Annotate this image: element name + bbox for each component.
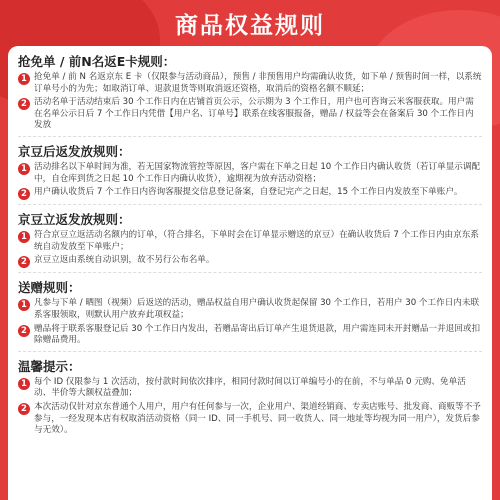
rule-text: 抢免单 / 前 N 名返京东 E 卡（仅限参与活动商品），预售 / 非预售用户均需确认收货，如下单 / 预售时间一样，以系统订单号小的为先；如取消订单、退款退货等则取消返还资格，取消后的资格名额不顺延； (34, 72, 482, 94)
rule-item (18, 402, 482, 437)
number-badge: 1 (18, 73, 30, 85)
rule-text: 赠品将于联系客服登记后 30 个工作日内发出，若赠品寄出后订单产生退货退款，用户需连同未开封赠品一并退回或扣除赠品费用。 (34, 323, 481, 346)
number-badge: 1 (18, 299, 30, 311)
rule-item (18, 187, 482, 200)
rule-item (18, 255, 482, 268)
rule-item (18, 298, 482, 321)
section-heading: 京豆立返发放规则： (18, 212, 131, 228)
rule-text: 用户确认收货后 7 个工作日内咨询客服提交信息登记备案，自登记完产之日起，15 个工作日内发放至下单账户。 (34, 187, 463, 198)
section-gift (8, 280, 492, 351)
rule-text: 京豆立返由系统自动识别，故不另行公布名单。 (34, 255, 215, 266)
number-badge: 2 (18, 325, 30, 337)
section-heading: 抢免单 / 前N名返E卡规则： (18, 54, 176, 69)
divider (18, 351, 482, 352)
rule-item (18, 377, 482, 400)
number-badge: 2 (18, 403, 30, 415)
title-bar (0, 0, 500, 46)
rule-item (18, 97, 482, 132)
section-jingdou-back (8, 144, 492, 205)
rule-text: 活动排名以下单时间为准，若无国家物流管控等原因，客户需在下单之日起 10 个工作日内确认收货（若订单显示调配中，自仓库到货之日起 10 个工作日内确认收货），逾期视为放弃活动资格； (34, 161, 481, 184)
section-heading: 京豆后返发放规则： (18, 143, 131, 159)
number-badge: 1 (18, 378, 30, 390)
rule-text: 符合京豆立返活动名额内的订单，（符合排名，下单时会在订单显示赠送的京豆）在确认收货后 7 个工作日内由京东系统自动发放至下单账户； (34, 230, 479, 252)
number-badge: 2 (18, 256, 30, 268)
section-heading: 温馨提示： (18, 358, 81, 374)
rule-item (18, 324, 482, 347)
rules-card (8, 46, 492, 500)
divider (18, 204, 482, 205)
number-badge: 2 (18, 188, 30, 200)
rule-text: 凡参与下单 / 晒图（视频）后返送的活动，赠品权益自用户确认收货起保留 30 个工作日，若用户 30 个工作日内未联系客服领取，则默认用户放弃此项权益； (34, 298, 480, 320)
rule-text: 本次活动仅针对京东普通个人用户，用户有任何参与一次，企业用户、渠道经销商、专卖店账号、批发商、商贩等不予参与，一经发现本店有权取消活动资格（同一 ID、同一手机号、同一收货人、同一地址等均视为同一用户），发货后参与无效）。 (34, 401, 481, 436)
divider (18, 136, 482, 137)
section-tips (8, 359, 492, 437)
section-free-order (8, 54, 492, 137)
number-badge: 2 (18, 98, 30, 110)
section-heading: 送赠规则： (18, 280, 81, 296)
number-badge: 1 (18, 163, 30, 175)
rule-item (18, 72, 482, 95)
page-title: 商品权益规则 (175, 12, 325, 39)
section-jingdou-instant (8, 212, 492, 273)
rule-item (18, 162, 482, 185)
number-badge: 1 (18, 231, 30, 243)
divider (18, 272, 482, 273)
rule-item (18, 230, 482, 253)
rule-text: 活动名单于活动结束后 30 个工作日内在店铺首页公示，公示期为 3 个工作日，用户也可咨询云米客服获取。用户需在名单公示日后 7 个工作日内凭借【用户名、订单号】联系在线客服报备，赠品 / 权益等会在备案后 30 个工作日内发放 (34, 97, 474, 131)
rule-text: 每个 ID 仅限参与 1 次活动，按付款时间依次排序，相同付款时间以订单编号小的在前，不与单品 0 元购、免单活动、半价等大额权益叠加； (34, 376, 466, 399)
